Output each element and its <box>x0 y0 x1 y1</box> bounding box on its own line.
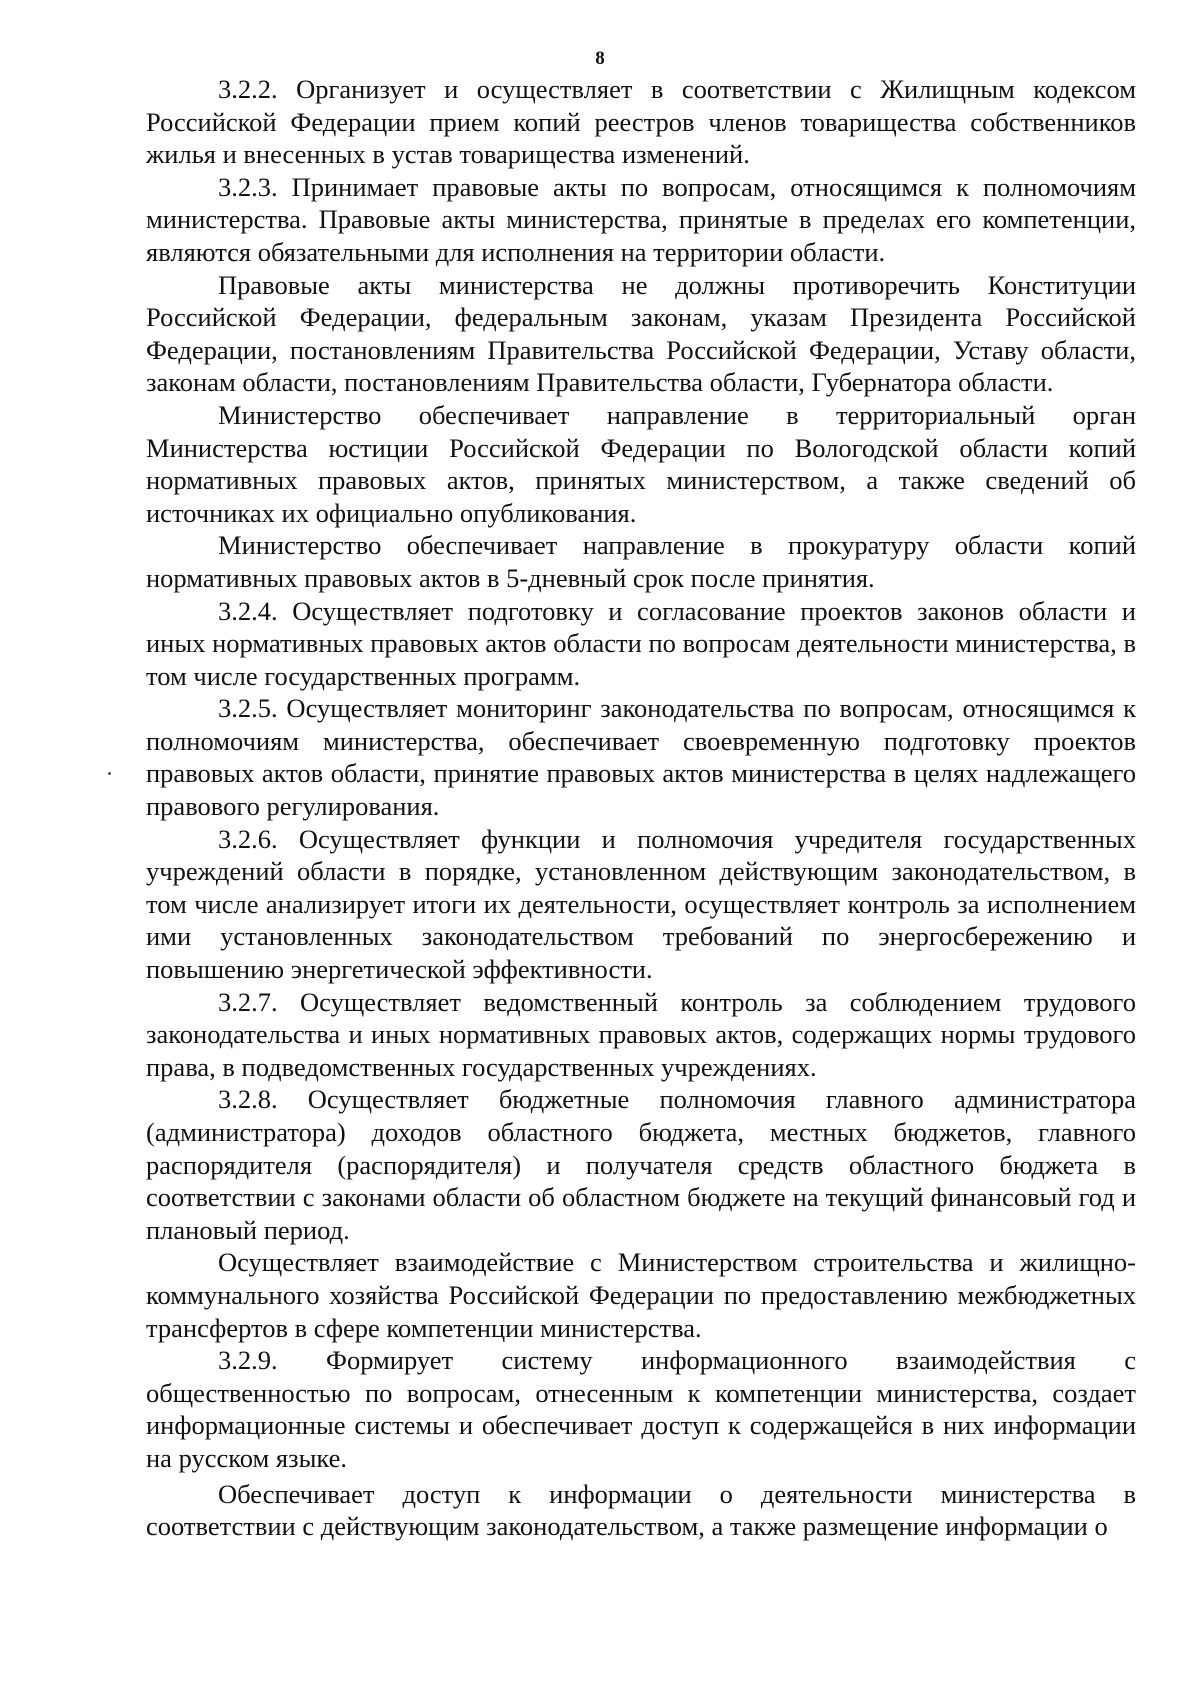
paragraph-3-2-6: 3.2.6. Осуществляет функции и полномочия учредителя государственных учреждений области в порядке, установленном действующим законодательством, в том числе анализирует итоги их деятельности, осуществляет контроль за исполнением ими установленных законодательством требований по энергосбережению и повышению энергетической эффективности. <box>146 823 1136 985</box>
paragraph-3-2-2: 3.2.2. Организует и осуществляет в соответствии с Жилищным кодексом Российской Федерации прием копий реестров членов товарищества собственников жилья и внесенных в устав товарищества изменений. <box>146 74 1136 170</box>
paragraph-information-access: Обеспечивает доступ к информации о деятельности министерства в соответствии с действующим законодательством, а также размещение информации о <box>146 1478 1136 1542</box>
page-number: 8 <box>595 48 605 69</box>
paragraph-prosecutor-submission: Министерство обеспечивает направление в прокуратуру области копий нормативных правовых актов в 5-дневный срок после принятия. <box>146 530 1136 593</box>
paragraph-legal-acts-constraints: Правовые акты министерства не должны противоречить Конституции Российской Федерации, федеральным законам, указам Президента Российской Федерации, постановлениям Правительства Российской Федерации, Уставу области, законам области, постановлениям Правительства области, Губернатора области. <box>146 269 1136 398</box>
paragraph-3-2-8: 3.2.8. Осуществляет бюджетные полномочия главного администратора (администратора) доходов областного бюджета, местных бюджетов, главного распорядителя (распорядителя) и получателя средств областного бюджета в соответствии с законами области об областном бюджете на текущий финансовый год и плановый период. <box>146 1084 1136 1245</box>
paragraph-ministry-justice-submission: Министерство обеспечивает направление в территориальный орган Министерства юстиции Российской Федерации по Вологодской области копий нормативных правовых актов, принятых министерством, а также сведений об источниках их официально опубликования. <box>146 399 1136 528</box>
paragraph-3-2-4: 3.2.4. Осуществляет подготовку и согласование проектов законов области и иных нормативных правовых актов области по вопросам деятельности министерства, в том числе государственных программ. <box>146 595 1136 691</box>
paragraph-3-2-3: 3.2.3. Принимает правовые акты по вопросам, относящимся к полномочиям министерства. Правовые акты министерства, принятые в пределах его компетенции, являются обязательными для исполнения на территории области. <box>146 171 1136 267</box>
body-text <box>146 73 1136 1543</box>
paragraph-3-2-7: 3.2.7. Осуществляет ведомственный контроль за соблюдением трудового законодательства и иных нормативных правовых актов, содержащих нормы трудового права, в подведомственных государственных учреждениях. <box>146 986 1136 1082</box>
paragraph-3-2-9: 3.2.9. Формирует систему информационного взаимодействия с общественностью по вопросам, отнесенным к компетенции министерства, создает информационные системы и обеспечивает доступ к содержащейся в них информации на русском языке. <box>146 1345 1136 1473</box>
paragraph-interbudget-transfers: Осуществляет взаимодействие с Министерством строительства и жилищно-коммунального хозяйства Российской Федерации по предоставлению межбюджетных трансфертов в сфере компетенции министерства. <box>146 1247 1136 1343</box>
paragraph-3-2-5: 3.2.5. Осуществляет мониторинг законодательства по вопросам, относящимся к полномочиям министерства, обеспечивает своевременную подготовку проектов правовых актов области, принятие правовых актов министерства в целях надлежащего правового регулирования. <box>146 693 1136 822</box>
scan-speck <box>108 772 111 775</box>
